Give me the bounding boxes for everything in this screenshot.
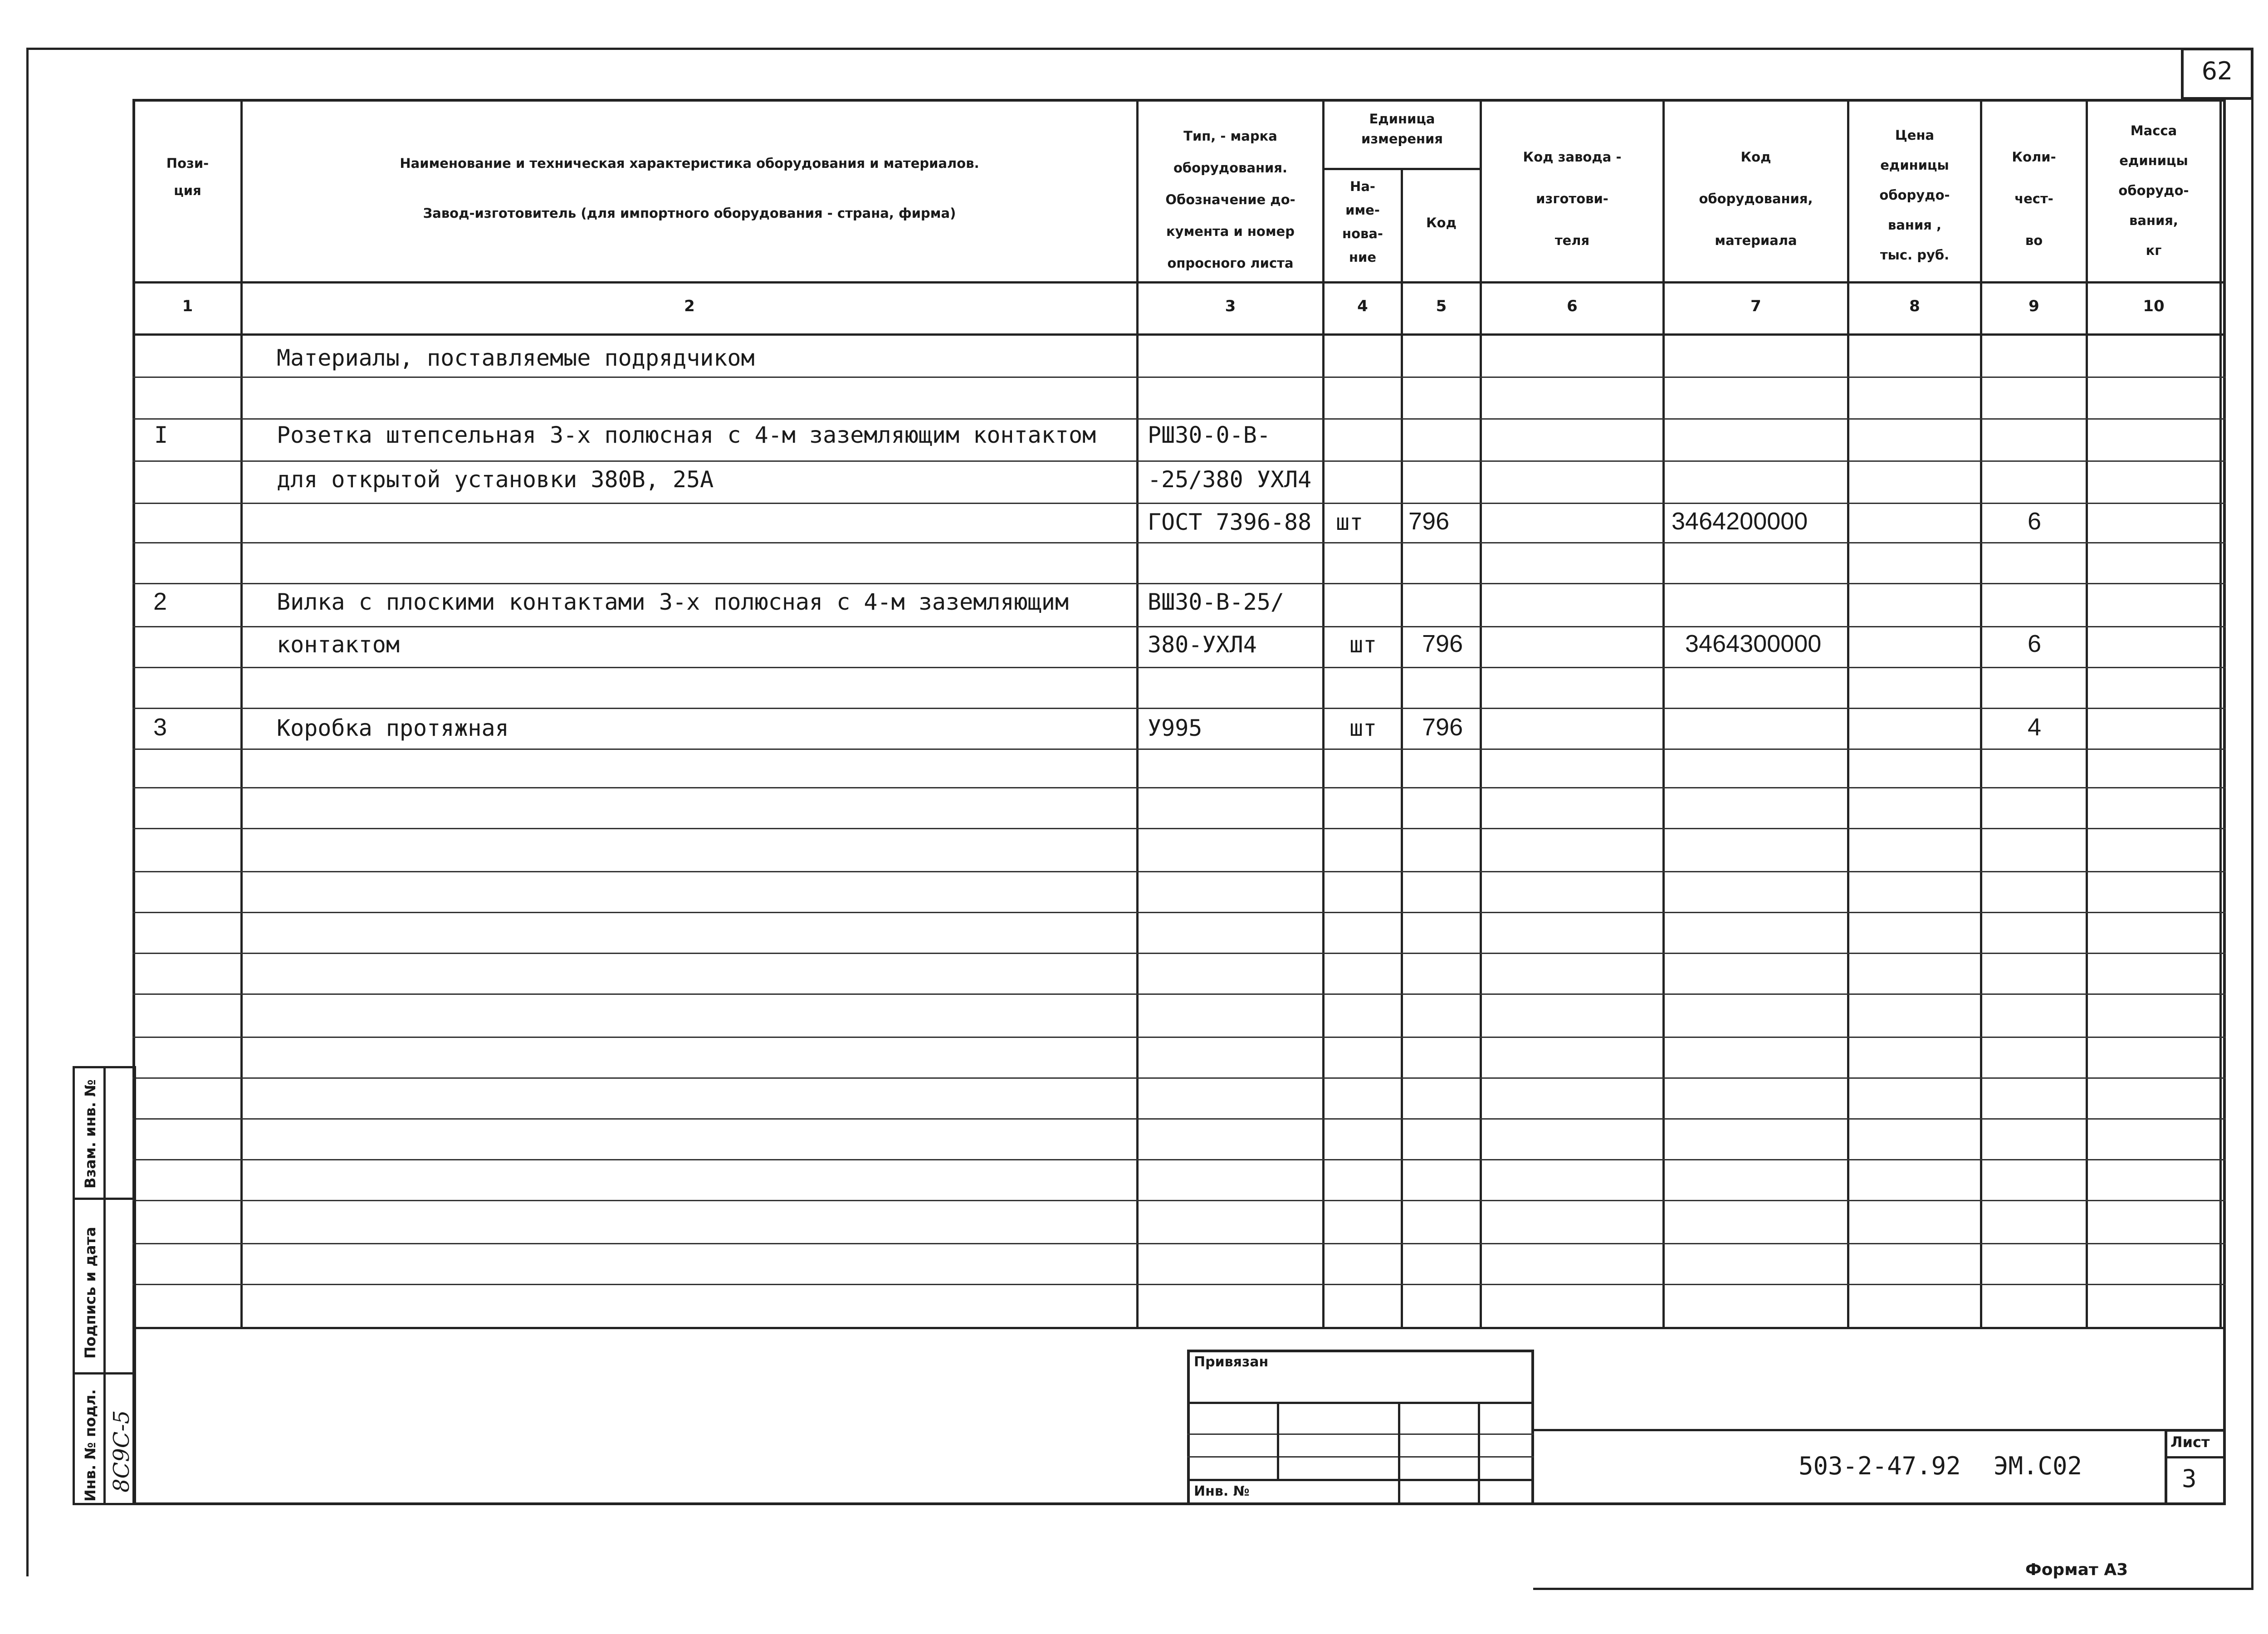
colnum-10: 10 [2143, 297, 2165, 315]
col-line-9 [2086, 99, 2088, 1328]
corner-number: 62 [2201, 57, 2233, 85]
header-unit-name: На- име- нова- ние [1342, 179, 1383, 265]
colnum-1: 1 [182, 297, 193, 315]
row2-unit-code: 796 [1422, 630, 1463, 657]
header-position: Пози- ция [166, 156, 209, 198]
row3-name: Коробка протяжная [277, 715, 509, 741]
col-line-3 [1322, 99, 1325, 1328]
header-quantity: Коли- чест- во [2012, 149, 2056, 248]
row1-name-line2: для открытой установки 380В, 25А [277, 466, 714, 493]
colnum-3: 3 [1225, 297, 1236, 315]
row1-type-line1: РШ30-0-В- [1148, 422, 1271, 448]
header-name: Наименование и техническая характеристика оборудования и материалов. Завод-изготовитель (для импортного оборудования - страна, фирма) [400, 156, 979, 221]
row2-quantity: 6 [2028, 630, 2042, 657]
table-body-bottom [132, 1327, 2226, 1329]
document-mark: ЭМ.С02 [1994, 1452, 2082, 1480]
row3-position: 3 [153, 714, 167, 741]
row2-type-line1: ВШ30-В-25/ [1148, 589, 1285, 615]
format-label: Формат А3 [2025, 1561, 2128, 1579]
col-line-1 [240, 99, 243, 1328]
header-type: Тип, - марка оборудования. Обозначение до- кумента и номер опросного листа [1165, 128, 1295, 271]
header-factory-code: Код завода - изготови- теля [1523, 149, 1622, 248]
side-label-inv-podl: Инв. № подл. [82, 1389, 99, 1502]
col-line-4 [1401, 168, 1403, 1328]
side-label-podpis: Подпись и дата [82, 1227, 99, 1359]
outer-frame-bottom [1533, 1588, 2253, 1590]
row3-type: У995 [1148, 715, 1202, 741]
colnum-9: 9 [2028, 297, 2039, 315]
colnum-5: 5 [1436, 297, 1447, 315]
section-title: Материалы, поставляемые подрядчиком [277, 345, 755, 371]
col-line-10 [2219, 99, 2222, 1328]
privyazan-label: Привязан [1194, 1354, 1269, 1370]
title-block-bottom-line [73, 1503, 2226, 1505]
colnum-2: 2 [684, 297, 695, 315]
col-line-5 [1480, 99, 1482, 1328]
col-line-6 [1662, 99, 1665, 1328]
outer-frame-left [26, 48, 29, 1576]
row3-unit: шт [1349, 715, 1377, 741]
header-equipment-code: Код оборудования, материала [1699, 149, 1813, 248]
header-unit: Единица измерения [1361, 111, 1443, 147]
document-code: 503-2-47.92 [1799, 1452, 1961, 1480]
row2-name-line2: контактом [277, 631, 400, 658]
row2-name-line1: Вилка с плоскими контактами 3-х полюсная с 4-м заземляющим [277, 589, 1069, 615]
row1-type-line3: ГОСТ 7396-88 [1148, 509, 1312, 535]
inv-no-label: Инв. № [1194, 1483, 1250, 1499]
row1-unit: шт [1336, 509, 1364, 535]
row2-unit: шт [1349, 631, 1377, 658]
colnum-line [132, 333, 2226, 336]
row3-quantity: 4 [2028, 714, 2042, 741]
row2-position: 2 [153, 588, 167, 615]
colnum-7: 7 [1750, 297, 1761, 315]
outer-frame-right [2251, 48, 2253, 1590]
sheet-number: 3 [2182, 1464, 2197, 1493]
row3-unit-code: 796 [1422, 714, 1463, 741]
privyazan-box [1187, 1350, 1534, 1505]
row1-material-code: 3464200000 [1672, 508, 1808, 535]
colnum-8: 8 [1909, 297, 1920, 315]
side-label-vzam: Взам. инв. № [82, 1079, 99, 1189]
side-inv-podl-value: 8С9С-5 [109, 1410, 134, 1492]
unit-subheader-line [1322, 168, 1481, 170]
outer-frame-top [26, 48, 2253, 50]
col-line-7 [1847, 99, 1849, 1328]
header-price: Цена единицы оборудо- вания , тыс. руб. [1879, 127, 1950, 263]
row1-type-line2: -25/380 УХЛ4 [1148, 466, 1312, 493]
colnum-6: 6 [1567, 297, 1578, 315]
col-line-8 [1980, 99, 1982, 1328]
row1-name-line1: Розетка штепсельная 3-х полюсная с 4-м заземляющим контактом [277, 422, 1096, 448]
sheet-label: Лист [2170, 1433, 2210, 1451]
header-unit-code: Код [1426, 215, 1457, 230]
row2-type-line2: 380-УХЛ4 [1148, 631, 1257, 658]
colnum-4: 4 [1357, 297, 1368, 315]
header-mass: Масса единицы оборудо- вания, кг [2118, 123, 2189, 258]
header-line [132, 281, 2226, 284]
row1-quantity: 6 [2028, 508, 2042, 535]
col-line-2 [1136, 99, 1139, 1328]
row1-position: I [154, 422, 168, 448]
row1-unit-code: 796 [1408, 508, 1450, 535]
row2-material-code: 3464300000 [1685, 630, 1822, 657]
